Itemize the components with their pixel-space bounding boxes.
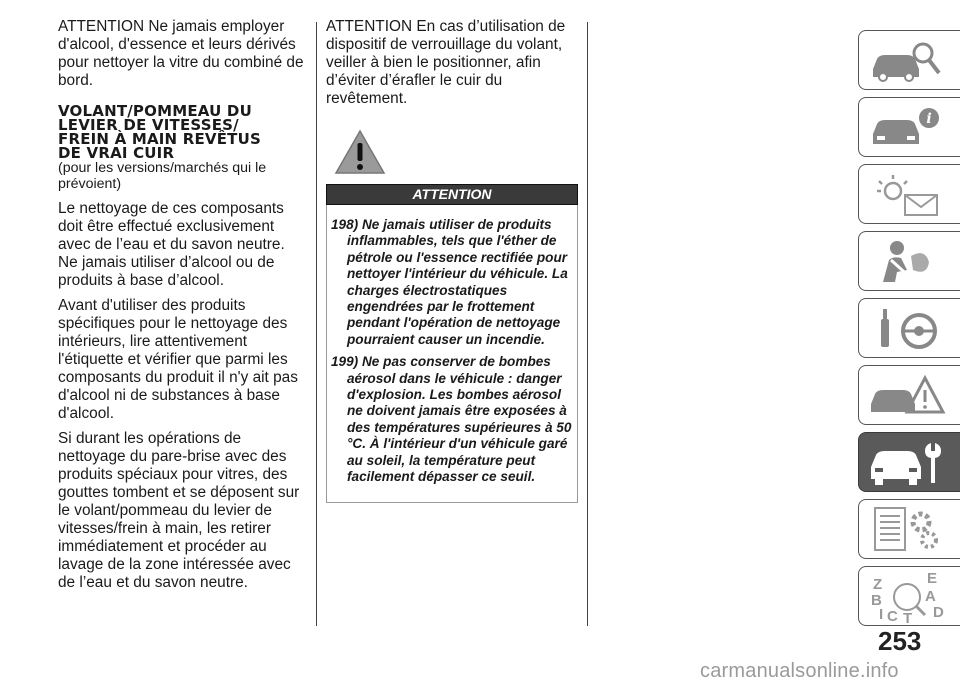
attention-box: [326, 205, 578, 503]
warning-light-envelope-icon: [867, 169, 947, 219]
paragraph-cleaning: Le nettoyage de ces composants doit être effectué exclusivement avec de l’eau et du savon neutre. Ne jamais utiliser d’alcool ou de produits à base d’alcool.: [58, 200, 285, 289]
index-letter-z: Z: [873, 576, 883, 593]
versions-note: (pour les versions/marchés qui le prévoient): [58, 160, 267, 192]
tab-index[interactable]: [858, 566, 960, 626]
index-letter-d: D: [933, 604, 944, 621]
watermark: carmanualsonline.info: [700, 660, 899, 682]
car-wrench-icon: [867, 437, 947, 487]
attention-intro-text: ATTENTION Ne jamais employer d'alcool, d'essence et leurs dérivés pour nettoyer la vitre du combiné de bord.: [58, 18, 304, 89]
svg-text:i: i: [926, 111, 932, 127]
index-letter-c: C: [887, 608, 898, 625]
car-info-icon: [867, 102, 947, 152]
left-column: [58, 18, 306, 599]
tab-starting-driving[interactable]: [858, 298, 960, 358]
tab-warning-lights[interactable]: [858, 164, 960, 224]
paragraph-products: Avant d'utiliser des produits spécifiques pour le nettoyage des intérieurs, lire attentivement l'étiquette et vérifier que parmi les composants du produit il n'y ait pas d'alcool ni de substances à base d'alcool.: [58, 297, 298, 422]
column-divider-left: [316, 22, 317, 626]
tab-maintenance[interactable]: [858, 432, 960, 492]
index-letter-e: E: [927, 571, 938, 587]
index-letter-b: B: [871, 592, 882, 609]
car-warning-triangle-icon: [867, 370, 947, 420]
section-heading-line-4: DE VRAI CUIR: [58, 144, 175, 162]
attention-banner: ATTENTION: [326, 184, 578, 205]
warning-triangle-icon: [334, 129, 386, 175]
index-letter-t: T: [903, 610, 913, 627]
chapter-tabs: [858, 30, 960, 633]
right-column: [326, 18, 578, 503]
section-heading-line-3: FREIN À MAIN REVÊTUS: [58, 130, 261, 148]
attention-steering-lock-text: ATTENTION En cas d’utilisation de dispositif de verrouillage du volant, veiller à bien le positionner, afin d’éviter d’érafler le cuir du revêtement.: [326, 18, 566, 107]
airbag-person-icon: [867, 236, 947, 286]
tab-emergency[interactable]: [858, 365, 960, 425]
section-heading-line-2: LEVIER DE VITESSES/: [58, 116, 239, 134]
tab-safety[interactable]: [858, 231, 960, 291]
tab-car-info[interactable]: [858, 97, 960, 157]
key-steering-wheel-icon: [867, 303, 947, 353]
tab-car-search[interactable]: [858, 30, 960, 90]
index-letter-i: I: [879, 606, 884, 623]
section-heading: [58, 104, 306, 160]
column-divider-right: [587, 22, 588, 626]
car-search-icon: [867, 35, 947, 85]
warning-item-198: 198) Ne jamais utiliser de produits inflammables, tels que l'éther de pétrole ou l'essence rectifiée pour nettoyer l'intérieur du véhicule. La charges électrostatiques engendrées par le frottement pendant l'opération de nettoyage pourraient causer un incendie.: [331, 217, 568, 347]
warning-item-199: 199) Ne pas conserver de bombes aérosol dans le véhicule : danger d'explosion. Les bombes aérosol ne doivent jamais être exposées à des températures supérieures à 50 °C. À l'intérieur d'un véhicule garé au soleil, la température peut facilement dépasser ce seuil.: [331, 354, 572, 485]
page-number: 253: [878, 626, 922, 656]
paragraph-windscreen: Si durant les opérations de nettoyage du pare-brise avec des produits spéciaux pour vitres, des gouttes tombent et se déposent sur le volant/pommeau du levier de vitesses/frein à main, les retirer immédiatement et procéder au lavage de la zone intéressée avec de l’eau et du savon neutre.: [58, 430, 300, 591]
index-letter-a: A: [925, 588, 936, 605]
tab-technical-data[interactable]: [858, 499, 960, 559]
section-heading-line-1: VOLANT/POMMEAU DU: [58, 102, 252, 120]
alphabet-index-icon: [867, 571, 947, 627]
spec-list-gear-icon: [867, 504, 947, 554]
